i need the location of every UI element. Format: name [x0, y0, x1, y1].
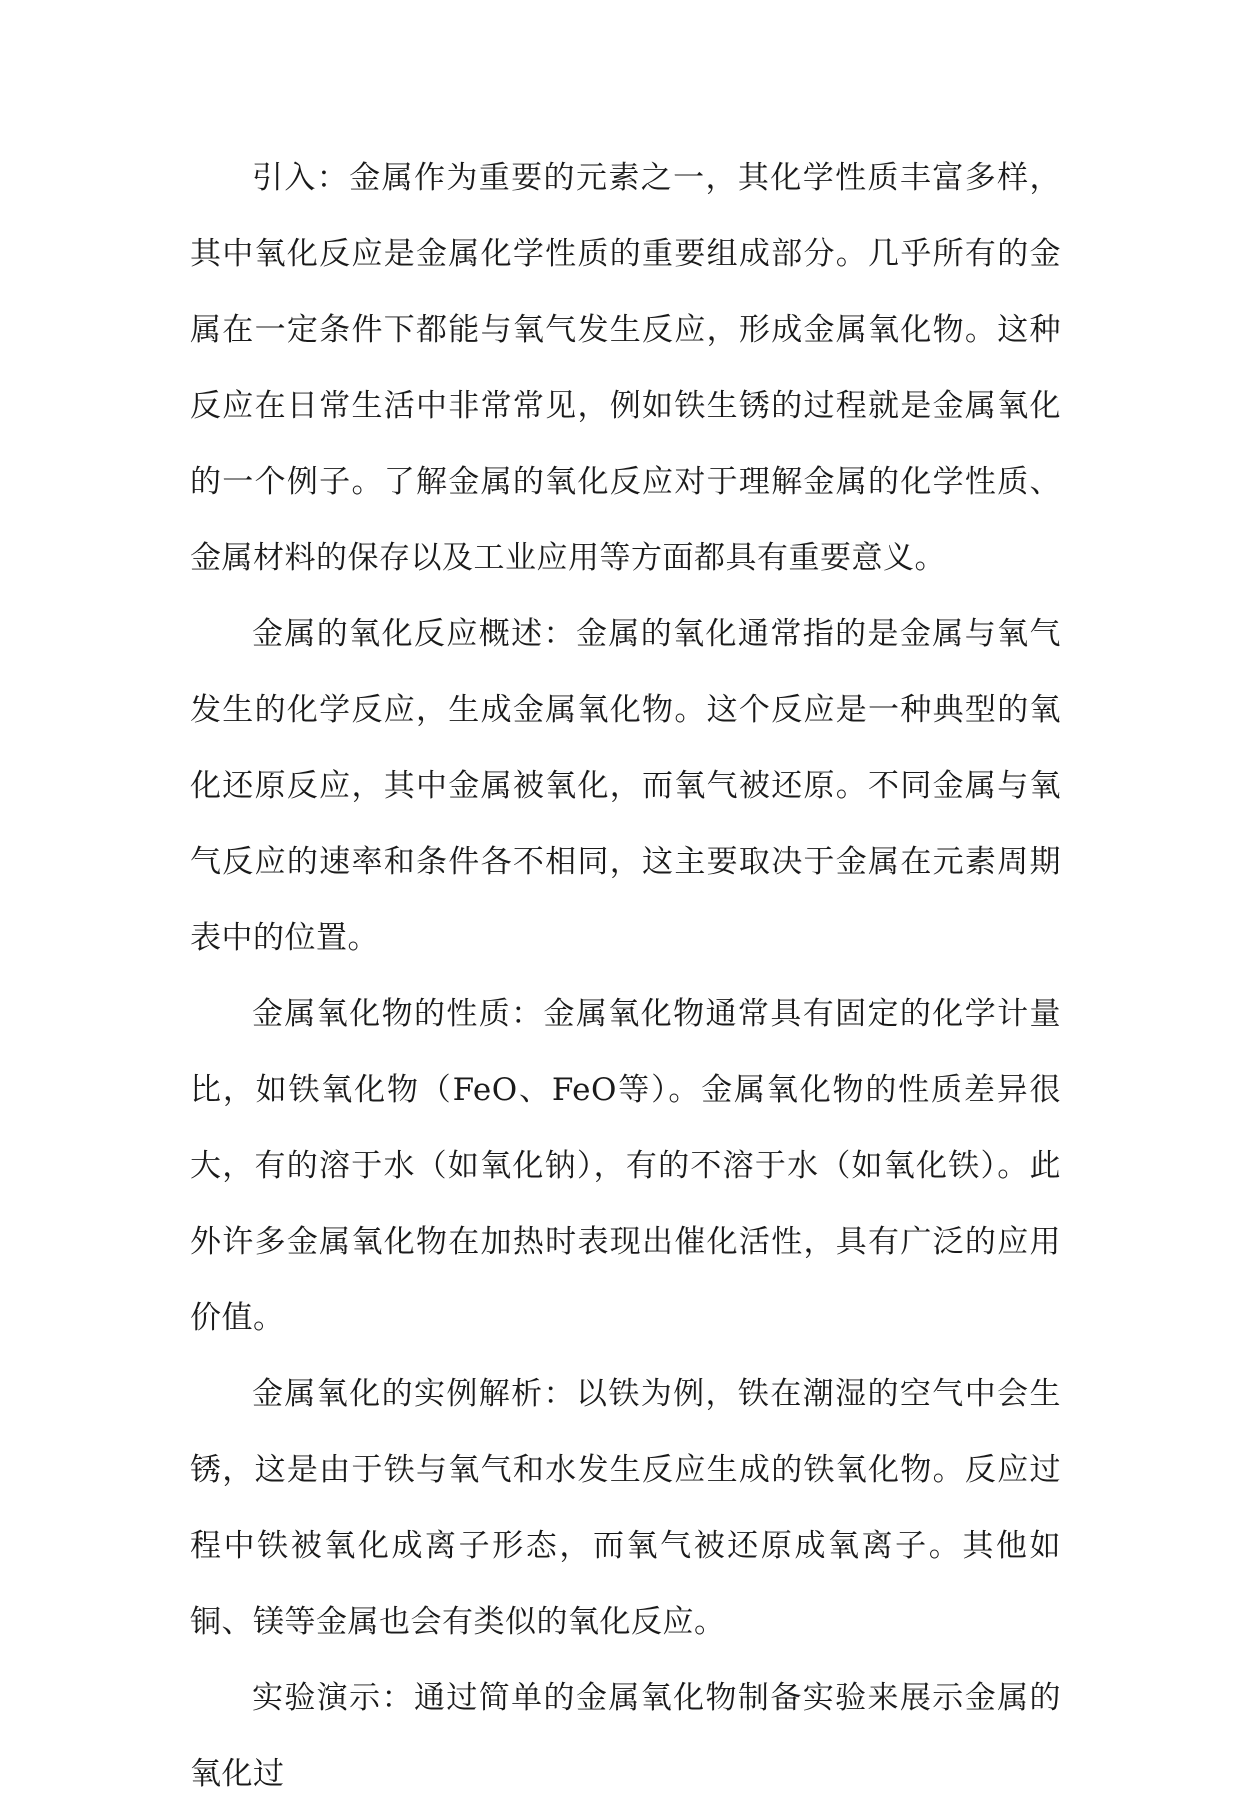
paragraph-oxide-properties: 金属氧化物的性质：金属氧化物通常具有固定的化学计量比，如铁氧化物（FeO、FeO等）。金属氧化物的性质差异很大，有的溶于水（如氧化钠），有的不溶于水（如氧化铁）。此外许多金属氧化物在加热时表现出催化活性，具有广泛的应用价值。: [190, 996, 1061, 1336]
document-body: [190, 140, 1061, 1812]
paragraph-experiment-demo: 实验演示：通过简单的金属氧化物制备实验来展示金属的氧化过: [190, 1680, 1061, 1792]
paragraph-introduction: 引入：金属作为重要的元素之一，其化学性质丰富多样，其中氧化反应是金属化学性质的重要组成部分。几乎所有的金属在一定条件下都能与氧气发生反应，形成金属氧化物。这种反应在日常生活中非常常见，例如铁生锈的过程就是金属氧化的一个例子。了解金属的氧化反应对于理解金属的化学性质、金属材料的保存以及工业应用等方面都具有重要意义。: [190, 160, 1061, 576]
paragraph-oxidation-overview: 金属的氧化反应概述：金属的氧化通常指的是金属与氧气发生的化学反应，生成金属氧化物。这个反应是一种典型的氧化还原反应，其中金属被氧化，而氧气被还原。不同金属与氧气反应的速率和条件各不相同，这主要取决于金属在元素周期表中的位置。: [190, 616, 1061, 956]
paragraph-oxidation-example: 金属氧化的实例解析：以铁为例，铁在潮湿的空气中会生锈，这是由于铁与氧气和水发生反应生成的铁氧化物。反应过程中铁被氧化成离子形态，而氧气被还原成氧离子。其他如铜、镁等金属也会有类似的氧化反应。: [190, 1376, 1061, 1640]
